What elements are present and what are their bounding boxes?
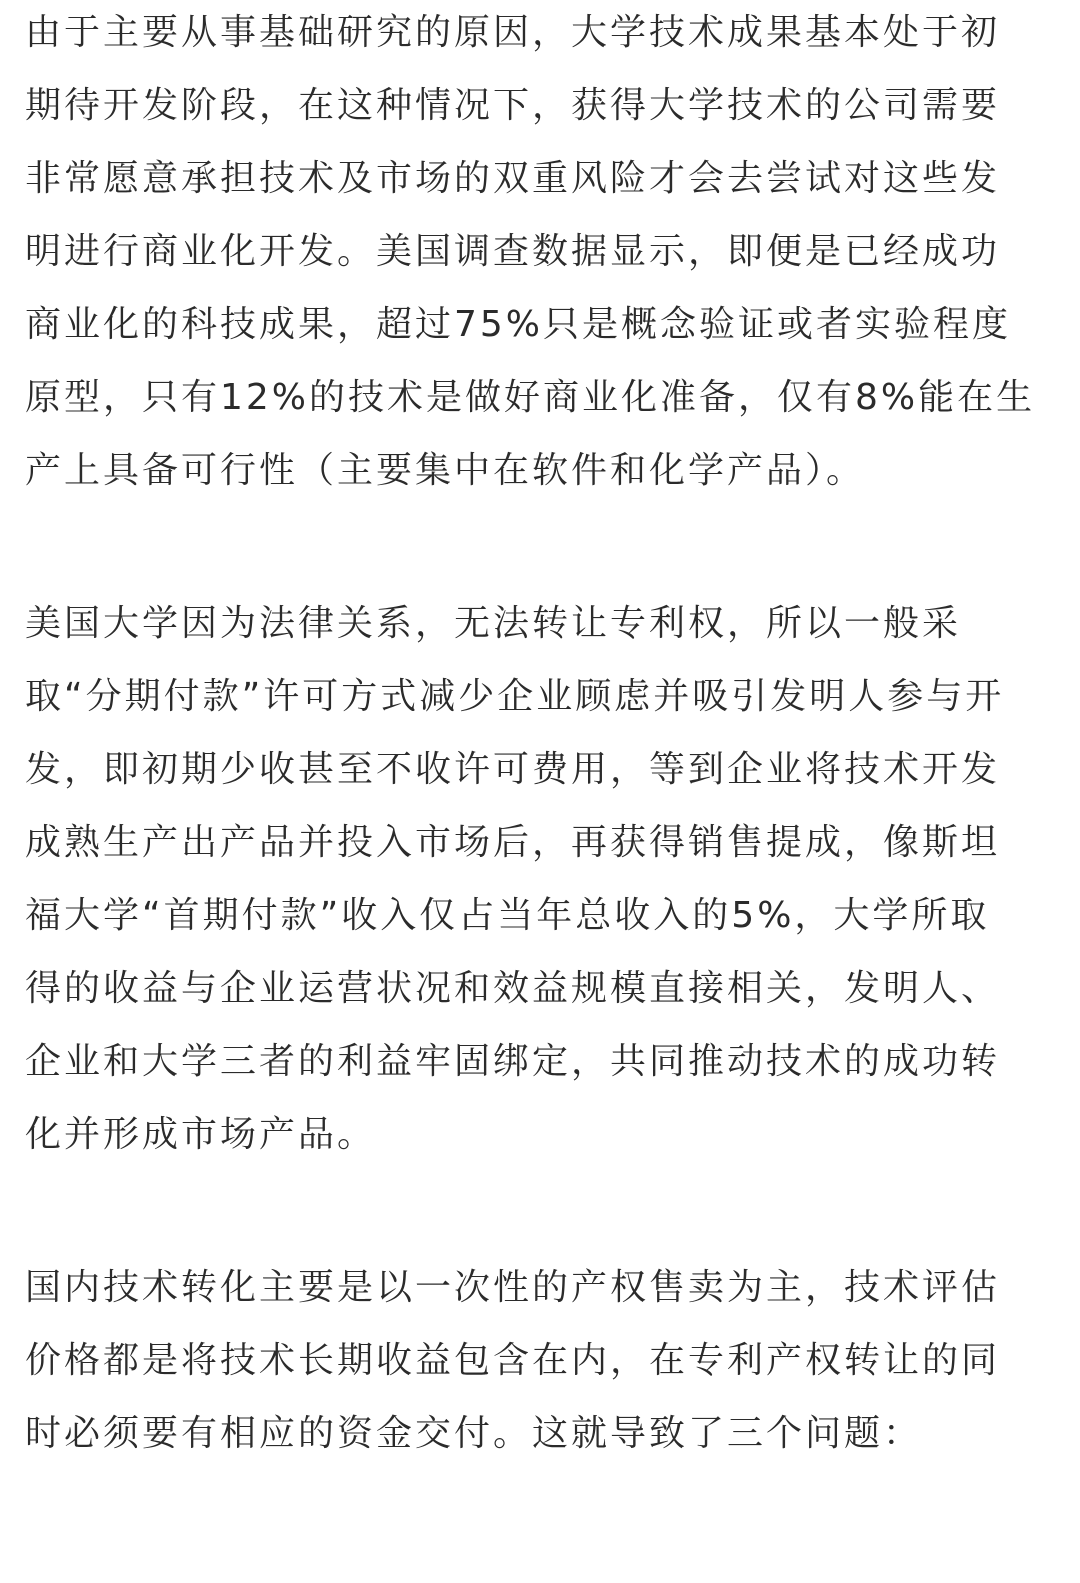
paragraph-spacer <box>25 511 1065 591</box>
text-line: 企业和大学三者的利益牢固绑定，共同推动技术的成功转 <box>25 1041 1001 1082</box>
text-line: 取“分期付款”许可方式减少企业顾虑并吸引发明人参与开 <box>25 676 1005 717</box>
text-line: 时必须要有相应的资金交付。这就导致了三个问题： <box>25 1413 923 1454</box>
paragraph-3 <box>25 1248 1065 1474</box>
paragraph-1 <box>25 0 1065 511</box>
paragraph-2 <box>25 584 1065 1175</box>
text-line: 成熟生产出产品并投入市场后，再获得销售提成，像斯坦 <box>25 822 1001 863</box>
text-line: 国内技术转化主要是以一次性的产权售卖为主，技术评估 <box>25 1267 1001 1308</box>
text-line: 化并形成市场产品。 <box>25 1114 377 1155</box>
text-line: 产上具备可行性（主要集中在软件和化学产品）。 <box>25 450 866 491</box>
text-line: 得的收益与企业运营状况和效益规模直接相关，发明人、 <box>25 968 1001 1009</box>
article-body <box>25 0 1065 1474</box>
text-line: 明进行商业化开发。美国调查数据显示，即便是已经成功 <box>25 231 1001 272</box>
text-line: 价格都是将技术长期收益包含在内，在专利产权转让的同 <box>25 1340 1001 1381</box>
text-line: 原型，只有12%的技术是做好商业化准备，仅有8%能在生 <box>25 377 1036 418</box>
text-line: 期待开发阶段，在这种情况下，获得大学技术的公司需要 <box>25 85 1001 126</box>
text-line: 美国大学因为法律关系，无法转让专利权，所以一般采 <box>25 603 962 644</box>
text-line: 商业化的科技成果，超过75%只是概念验证或者实验程度 <box>25 304 1012 345</box>
text-line: 发，即初期少收甚至不收许可费用，等到企业将技术开发 <box>25 749 1001 790</box>
text-line: 非常愿意承担技术及市场的双重风险才会去尝试对这些发 <box>25 158 1001 199</box>
text-line: 由于主要从事基础研究的原因，大学技术成果基本处于初 <box>25 12 1001 53</box>
paragraph-spacer <box>25 1175 1065 1255</box>
text-line: 福大学“首期付款”收入仅占当年总收入的5%，大学所取 <box>25 895 990 936</box>
